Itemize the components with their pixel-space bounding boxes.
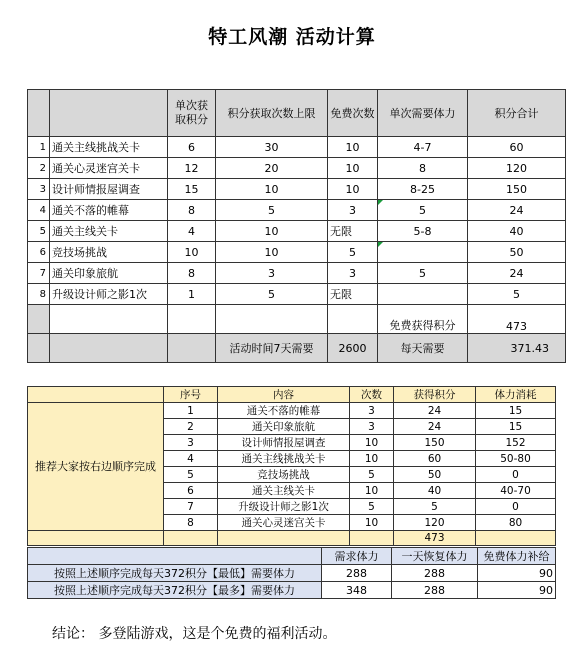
table2-header-score: 获得积分 bbox=[394, 387, 476, 403]
row-stamina: 8-25 bbox=[378, 179, 468, 200]
table2-header-stamina: 体力消耗 bbox=[476, 387, 556, 403]
total-empty bbox=[350, 531, 394, 546]
order-score: 24 bbox=[394, 419, 476, 435]
table-row bbox=[28, 158, 566, 179]
row-stamina: 4-7 bbox=[378, 137, 468, 158]
table3-header-row bbox=[28, 548, 556, 565]
row-index: 5 bbox=[28, 221, 50, 242]
row-limit: 10 bbox=[216, 179, 328, 200]
order-stamina: 15 bbox=[476, 403, 556, 419]
recommended-order-table bbox=[27, 386, 556, 546]
row-score: 8 bbox=[168, 263, 216, 284]
total-empty bbox=[476, 531, 556, 546]
table-row bbox=[28, 221, 566, 242]
row-total: 24 bbox=[468, 263, 566, 284]
order-stamina: 0 bbox=[476, 499, 556, 515]
page-title: 特工风潮 活动计算 bbox=[208, 26, 376, 48]
order-score: 5 bbox=[394, 499, 476, 515]
order-times: 5 bbox=[350, 467, 394, 483]
order-times: 10 bbox=[350, 515, 394, 531]
total-empty bbox=[218, 531, 350, 546]
row-free: 3 bbox=[328, 263, 378, 284]
order-stamina: 0 bbox=[476, 467, 556, 483]
row-name: 通关主线挑战关卡 bbox=[50, 137, 168, 158]
row-name: 通关心灵迷宫关卡 bbox=[50, 158, 168, 179]
table1-header-row bbox=[28, 90, 566, 137]
table-row bbox=[28, 179, 566, 200]
order-score: 60 bbox=[394, 451, 476, 467]
row-free: 无限 bbox=[328, 221, 378, 242]
daily-label: 每天需要 bbox=[378, 334, 468, 363]
row-name: 通关不落的帷幕 bbox=[50, 200, 168, 221]
table-row bbox=[28, 200, 566, 221]
row-limit: 3 bbox=[216, 263, 328, 284]
row-index: 4 bbox=[28, 200, 50, 221]
row-stamina: 5 bbox=[378, 200, 468, 221]
table3-header-recover: 一天恢复体力 bbox=[392, 548, 478, 565]
table2-header-times: 次数 bbox=[350, 387, 394, 403]
table1-header-score: 单次获取积分 bbox=[168, 90, 216, 137]
table1-header-limit: 积分获取次数上限 bbox=[216, 90, 328, 137]
order-stamina: 152 bbox=[476, 435, 556, 451]
row-limit: 20 bbox=[216, 158, 328, 179]
order-content: 通关不落的帷幕 bbox=[218, 403, 350, 419]
free-score-row bbox=[28, 305, 566, 334]
conclusion-text: 结论： 多登陆游戏，这是个免费的福利活动。 bbox=[52, 626, 337, 642]
table1-header-stamina: 单次需要体力 bbox=[378, 90, 468, 137]
row-index: 6 bbox=[28, 242, 50, 263]
table3-header-supply: 免费体力补给 bbox=[478, 548, 556, 565]
table2-header-content: 内容 bbox=[218, 387, 350, 403]
row-free: 3 bbox=[328, 200, 378, 221]
order-score: 120 bbox=[394, 515, 476, 531]
summary-empty bbox=[50, 334, 168, 363]
table1-header-empty bbox=[50, 90, 168, 137]
order-stamina: 80 bbox=[476, 515, 556, 531]
row-score: 15 bbox=[168, 179, 216, 200]
row-free: 无限 bbox=[328, 284, 378, 305]
row-name: 升级设计师之影1次 bbox=[50, 284, 168, 305]
order-no: 3 bbox=[164, 435, 218, 451]
row-index: 2 bbox=[28, 158, 50, 179]
summary-empty bbox=[168, 334, 216, 363]
row-total: 40 bbox=[468, 221, 566, 242]
row-free: 5 bbox=[328, 242, 378, 263]
row-score: 8 bbox=[168, 200, 216, 221]
order-times: 10 bbox=[350, 435, 394, 451]
row-name: 通关主线关卡 bbox=[50, 221, 168, 242]
stamina-summary-table bbox=[27, 547, 556, 599]
row-name: 设计师情报屋调查 bbox=[50, 179, 168, 200]
stamina-recover: 288 bbox=[392, 565, 478, 582]
table-row bbox=[28, 284, 566, 305]
table-row bbox=[28, 242, 566, 263]
table-row bbox=[28, 565, 556, 582]
row-total: 5 bbox=[468, 284, 566, 305]
order-no: 4 bbox=[164, 451, 218, 467]
row-total: 150 bbox=[468, 179, 566, 200]
row-free: 10 bbox=[328, 137, 378, 158]
row-free: 10 bbox=[328, 158, 378, 179]
order-content: 通关主线关卡 bbox=[218, 483, 350, 499]
table1-header-empty bbox=[28, 90, 50, 137]
order-no: 7 bbox=[164, 499, 218, 515]
row-total: 120 bbox=[468, 158, 566, 179]
order-content: 通关印象旅航 bbox=[218, 419, 350, 435]
summary-empty bbox=[216, 305, 328, 334]
order-times: 10 bbox=[350, 483, 394, 499]
duration-row bbox=[28, 334, 566, 363]
row-index: 8 bbox=[28, 284, 50, 305]
order-content: 设计师情报屋调查 bbox=[218, 435, 350, 451]
order-times: 3 bbox=[350, 419, 394, 435]
order-no: 2 bbox=[164, 419, 218, 435]
row-limit: 10 bbox=[216, 221, 328, 242]
table-row bbox=[28, 582, 556, 599]
row-stamina: 5-8 bbox=[378, 221, 468, 242]
order-stamina: 50-80 bbox=[476, 451, 556, 467]
stamina-recover: 288 bbox=[392, 582, 478, 599]
row-score: 6 bbox=[168, 137, 216, 158]
row-score: 4 bbox=[168, 221, 216, 242]
stamina-row-label: 按照上述顺序完成每天372积分【最低】需要体力 bbox=[28, 565, 322, 582]
order-content: 通关心灵迷宫关卡 bbox=[218, 515, 350, 531]
table2-side-top bbox=[28, 387, 164, 403]
summary-empty bbox=[328, 305, 378, 334]
row-limit: 5 bbox=[216, 200, 328, 221]
table-row bbox=[28, 403, 556, 419]
summary-empty bbox=[28, 334, 50, 363]
table3-header-need: 需求体力 bbox=[322, 548, 392, 565]
order-stamina: 40-70 bbox=[476, 483, 556, 499]
order-no: 1 bbox=[164, 403, 218, 419]
table2-header-no: 序号 bbox=[164, 387, 218, 403]
row-index: 7 bbox=[28, 263, 50, 284]
stamina-need: 288 bbox=[322, 565, 392, 582]
order-no: 6 bbox=[164, 483, 218, 499]
row-total: 50 bbox=[468, 242, 566, 263]
order-stamina: 15 bbox=[476, 419, 556, 435]
summary-empty bbox=[28, 305, 50, 334]
order-content: 竞技场挑战 bbox=[218, 467, 350, 483]
summary-empty bbox=[50, 305, 168, 334]
free-score-value: 473 bbox=[468, 305, 566, 334]
daily-value: 371.43 bbox=[468, 334, 566, 363]
table-row bbox=[28, 137, 566, 158]
order-times: 3 bbox=[350, 403, 394, 419]
row-limit: 5 bbox=[216, 284, 328, 305]
order-score: 150 bbox=[394, 435, 476, 451]
order-score: 50 bbox=[394, 467, 476, 483]
row-stamina bbox=[378, 242, 468, 263]
row-limit: 10 bbox=[216, 242, 328, 263]
row-free: 10 bbox=[328, 179, 378, 200]
row-score: 1 bbox=[168, 284, 216, 305]
order-times: 10 bbox=[350, 451, 394, 467]
stamina-supply: 90 bbox=[478, 582, 556, 599]
table1-header-free: 免费次数 bbox=[328, 90, 378, 137]
row-total: 60 bbox=[468, 137, 566, 158]
row-score: 12 bbox=[168, 158, 216, 179]
table1-header-total: 积分合计 bbox=[468, 90, 566, 137]
duration-value: 2600 bbox=[328, 334, 378, 363]
row-score: 10 bbox=[168, 242, 216, 263]
table3-header-empty bbox=[28, 548, 322, 565]
order-no: 5 bbox=[164, 467, 218, 483]
order-no: 8 bbox=[164, 515, 218, 531]
row-index: 1 bbox=[28, 137, 50, 158]
duration-label: 活动时间7天需要 bbox=[216, 334, 328, 363]
summary-empty bbox=[168, 305, 216, 334]
recommend-label: 推荐大家按右边顺序完成 bbox=[28, 403, 164, 531]
order-content: 升级设计师之影1次 bbox=[218, 499, 350, 515]
row-name: 竞技场挑战 bbox=[50, 242, 168, 263]
total-empty bbox=[164, 531, 218, 546]
row-stamina bbox=[378, 284, 468, 305]
stamina-supply: 90 bbox=[478, 565, 556, 582]
order-score: 40 bbox=[394, 483, 476, 499]
free-score-label: 免费获得积分 bbox=[378, 305, 468, 334]
row-stamina: 5 bbox=[378, 263, 468, 284]
order-score: 24 bbox=[394, 403, 476, 419]
total-score: 473 bbox=[394, 531, 476, 546]
order-content: 通关主线挑战关卡 bbox=[218, 451, 350, 467]
order-times: 5 bbox=[350, 499, 394, 515]
table2-total-row bbox=[28, 531, 556, 546]
row-limit: 30 bbox=[216, 137, 328, 158]
table-row bbox=[28, 263, 566, 284]
table2-header-row bbox=[28, 387, 556, 403]
row-total: 24 bbox=[468, 200, 566, 221]
stamina-need: 348 bbox=[322, 582, 392, 599]
stamina-row-label: 按照上述顺序完成每天372积分【最多】需要体力 bbox=[28, 582, 322, 599]
row-stamina: 8 bbox=[378, 158, 468, 179]
total-empty bbox=[28, 531, 164, 546]
row-name: 通关印象旅航 bbox=[50, 263, 168, 284]
activity-score-table bbox=[27, 89, 566, 363]
row-index: 3 bbox=[28, 179, 50, 200]
